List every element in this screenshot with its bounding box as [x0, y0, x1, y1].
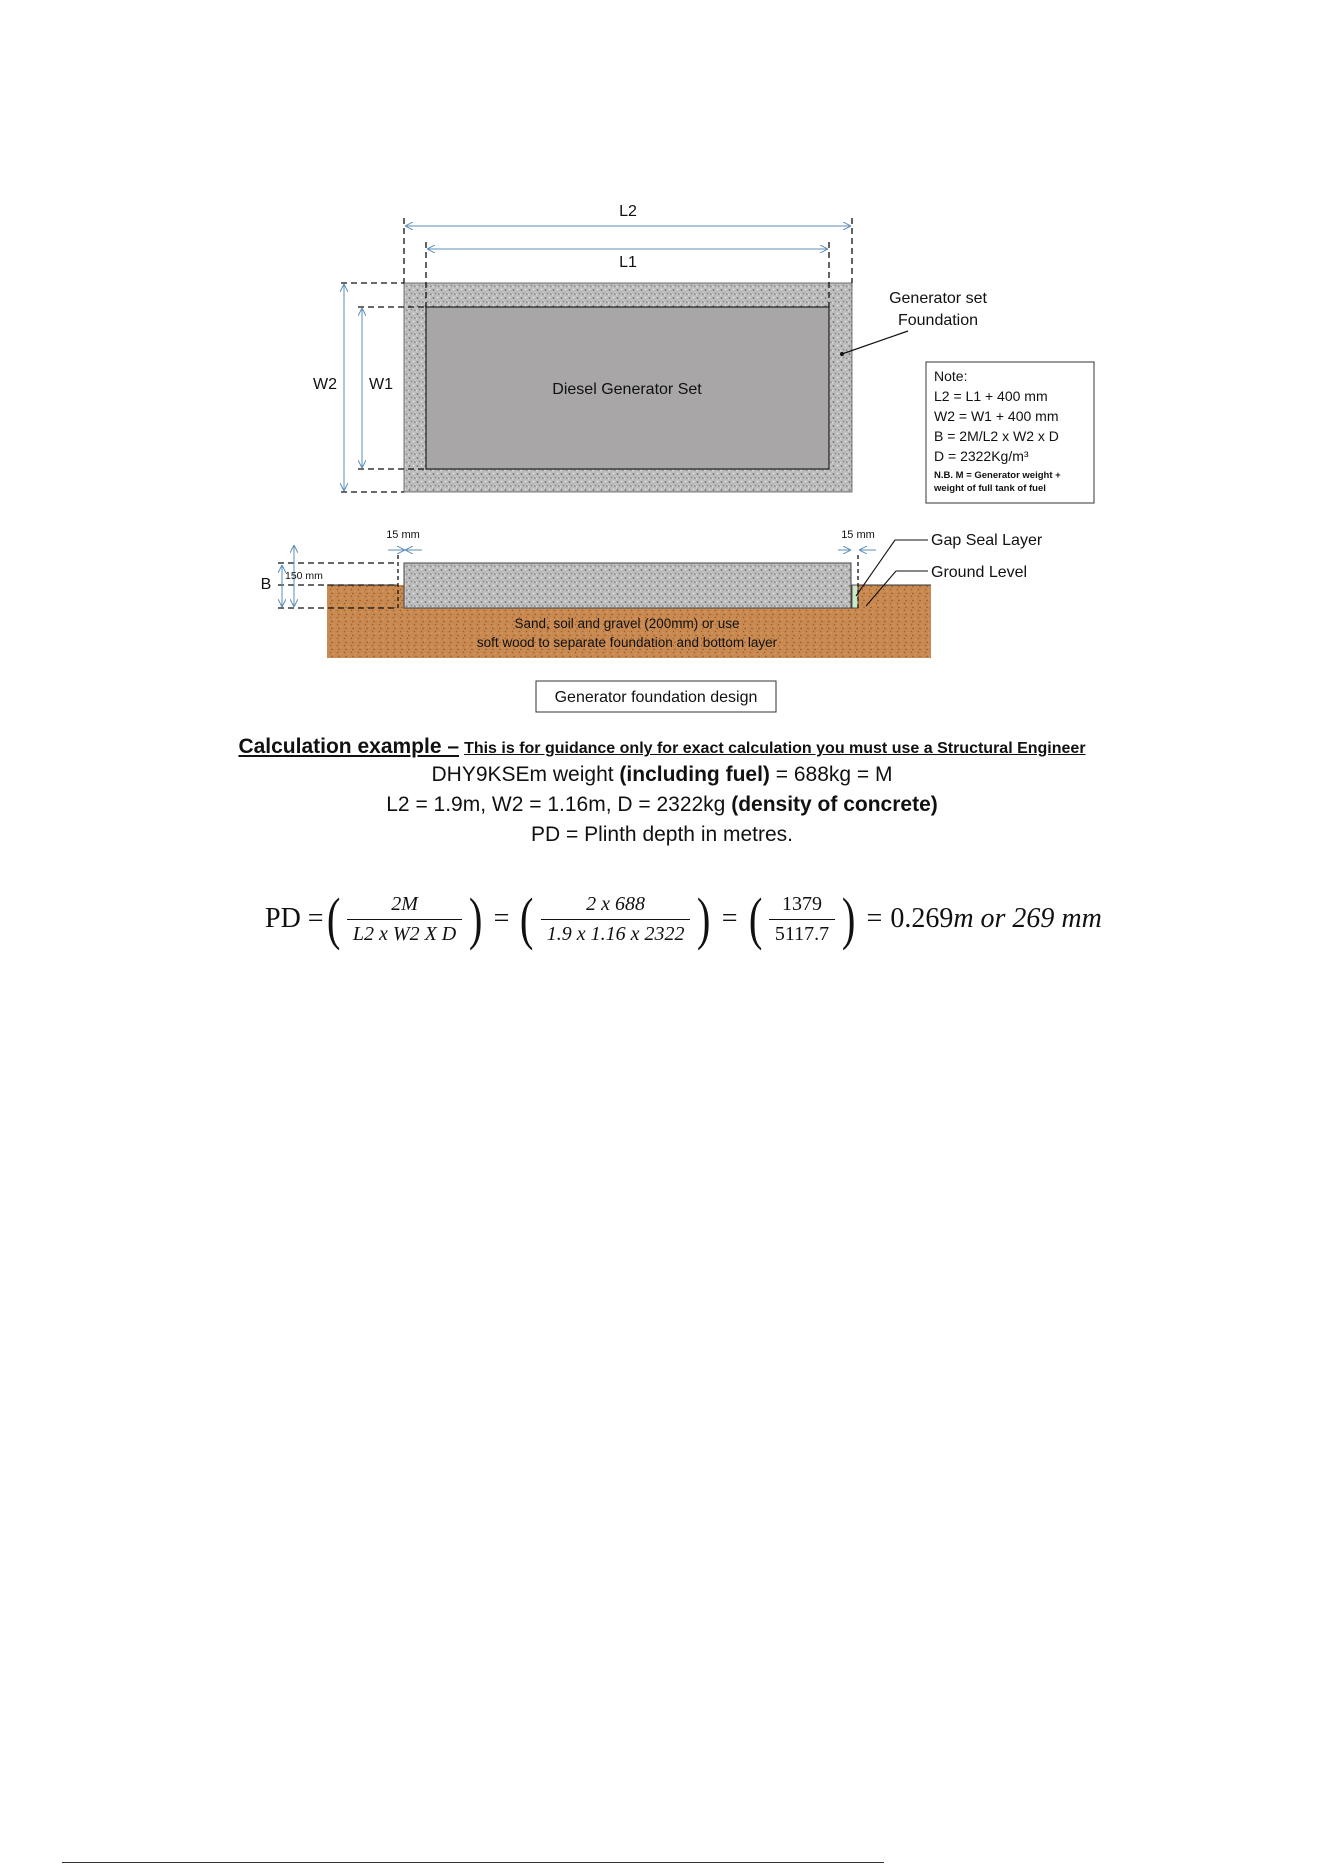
- fraction-3-numerator: 1379: [782, 892, 823, 915]
- equals-sign: =: [721, 903, 738, 934]
- open-paren: (: [520, 886, 534, 951]
- calculation-heading: Calculation example –: [238, 735, 460, 758]
- foundation-slab-side: [404, 563, 851, 608]
- fraction-3-denominator: 5117.7: [769, 919, 835, 946]
- close-paren: ): [697, 886, 711, 951]
- fraction-3: [769, 893, 835, 946]
- equals-sign: =: [866, 903, 883, 934]
- dimensions-line: [0, 793, 1324, 817]
- b-label: B: [260, 576, 272, 593]
- note-line2: W2 = W1 + 400 mm: [934, 408, 1059, 424]
- calculation-title: [0, 735, 1324, 759]
- note-line6: weight of full tank of fuel: [934, 483, 1046, 494]
- base-text-line1: Sand, soil and gravel (200mm) or use: [514, 616, 740, 631]
- open-paren: (: [748, 886, 763, 951]
- foundation-label-line1: Generator set: [889, 290, 987, 307]
- note-line3: B = 2M/L2 x W2 x D: [934, 428, 1059, 444]
- weight-line-a: DHY9KSEm weight: [431, 763, 620, 786]
- plinth-depth-line: PD = Plinth depth in metres.: [530, 823, 794, 846]
- fraction-2-denominator: 1.9 x 1.16 x 2322: [541, 919, 691, 946]
- note-line5: N.B. M = Generator weight +: [934, 470, 1061, 481]
- formula-lhs: PD =: [265, 903, 324, 934]
- generator-label: Diesel Generator Set: [552, 381, 702, 398]
- l1-label: L1: [619, 254, 637, 271]
- fraction-1: [347, 893, 462, 946]
- close-paren: ): [469, 886, 483, 951]
- foundation-label-line2: Foundation: [897, 312, 979, 329]
- gap-left-label: 15 mm: [386, 529, 420, 541]
- fraction-2-numerator: 2 x 688: [586, 892, 646, 915]
- gap-right-label: 15 mm: [841, 529, 875, 541]
- plinth-formula: [265, 886, 1102, 951]
- base-text-line2: soft wood to separate foundation and bottom layer: [476, 635, 778, 650]
- fraction-1-numerator: 2M: [391, 892, 418, 915]
- close-paren: ): [842, 886, 856, 951]
- result-value: 0.269: [890, 903, 954, 934]
- calculation-disclaimer: This is for guidance only for exact calculation you must use a Structural Engineer: [464, 740, 1086, 757]
- dimensions-line-b: (density of concrete): [731, 793, 938, 816]
- l2-label: L2: [619, 203, 637, 220]
- w1-label: W1: [369, 376, 393, 393]
- gap-seal-layer: [852, 585, 858, 608]
- gap-seal-label: Gap Seal Layer: [931, 532, 1043, 549]
- footer-rule: [62, 1862, 884, 1863]
- weight-line: [0, 763, 1324, 787]
- open-paren: (: [326, 886, 341, 951]
- equals-sign: =: [493, 903, 510, 934]
- fraction-1-denominator: L2 x W2 X D: [347, 919, 462, 946]
- note-line1: L2 = L1 + 400 mm: [934, 388, 1048, 404]
- dimensions-line-a: L2 = 1.9m, W2 = 1.16m, D = 2322kg: [386, 793, 732, 816]
- result-units: m or 269 mm: [953, 903, 1102, 934]
- depth-label: 150 mm: [285, 570, 323, 582]
- note-title: Note:: [934, 368, 968, 384]
- weight-line-c: = 688kg = M: [769, 763, 893, 786]
- w2-label: W2: [313, 376, 337, 393]
- fraction-2: [541, 893, 691, 946]
- weight-line-b: (including fuel): [619, 763, 770, 786]
- caption-text: Generator foundation design: [554, 689, 758, 706]
- ground-level-label: Ground Level: [931, 564, 1028, 581]
- note-line4: D = 2322Kg/m³: [934, 448, 1029, 464]
